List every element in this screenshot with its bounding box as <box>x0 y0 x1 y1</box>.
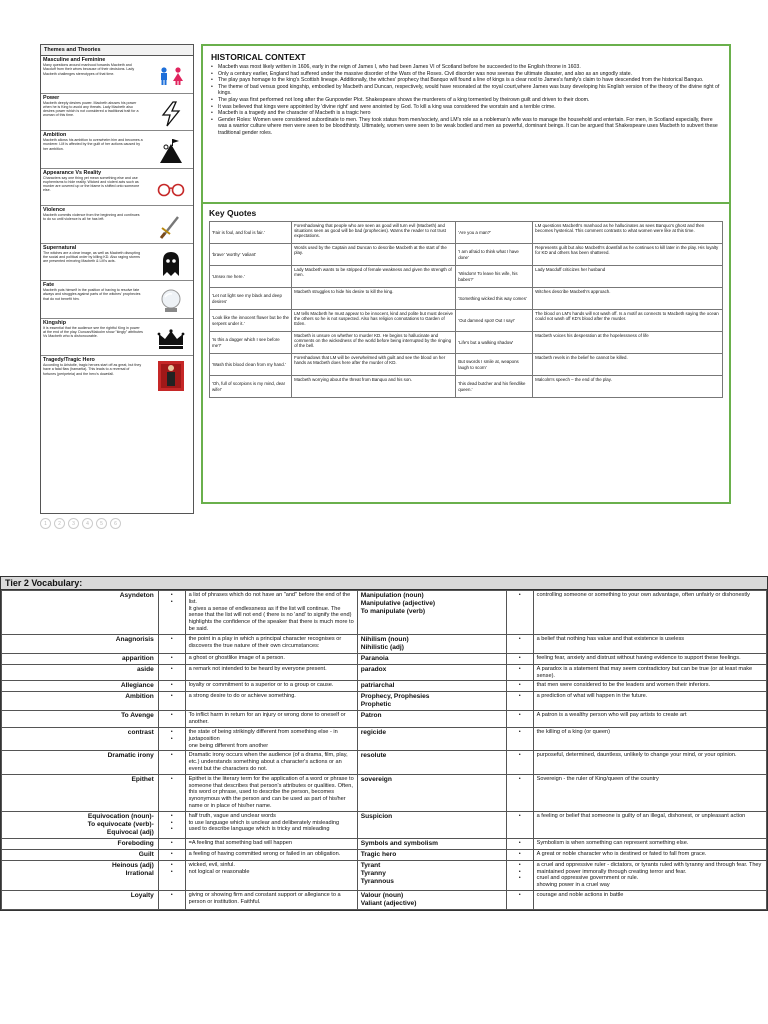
vocab-term <box>2 664 159 681</box>
quote-context-cell: Words used by the Captain and Duncan to describe Macbeth at the start of the play. <box>292 244 456 266</box>
vocab-term <box>2 860 159 890</box>
vocab-term-line: Ambition <box>125 693 154 701</box>
historical-context-list <box>211 64 721 137</box>
quote-context-cell: Macbeth worrying about the threat from Banquo and his son. <box>292 376 456 398</box>
page-dot[interactable]: 2 <box>54 518 65 529</box>
quote-context-cell: Foreshadows that LM will be overwhelmed with guilt and see the blood on her hands as Macbeth does here after the murder of KD. <box>292 354 456 376</box>
vocab-definition-line: the state of being strikingly different from something else - in juxtaposition <box>188 728 338 742</box>
quote-row <box>210 310 723 332</box>
quote-context-cell: LM questions Macbeth's manhood as he hallucinates as sees Banquo's ghost and then becomes hysterical. This comment contrasts to what women were like at this time. <box>533 222 723 244</box>
vocab-row <box>2 634 767 653</box>
vocab-term <box>2 653 159 664</box>
bullet-cell: • <box>506 838 533 849</box>
vocab-term-line: To manipulate (verb) <box>360 608 426 615</box>
vocab-term-line: Nihilism (noun) <box>360 635 409 643</box>
bullet-cell: • <box>506 774 533 811</box>
quote-context-cell: Lady Macduff criticizes her husband <box>533 266 723 288</box>
bullet-cell: • <box>506 890 533 909</box>
vocab-definition-line: cruel and oppressive government or rule. <box>536 875 639 882</box>
context-bullet: • Gender Roles: Women were considered subordinate to men. They took status from men/society, and LM's role as a nobleman's wife was to manage the household and entertain. For men, in Scotland especially, there was a warrior culture where men were seen to be bloodthirsty. Ultimately, women were seen to be weak bodied and men as powerful, dominant beings. It can be argued that Shakespeare uses Macbeth to subvert these traditional gender roles. <box>211 117 721 137</box>
vocab-term-line: sovereign <box>360 775 392 783</box>
vocab-term-line: Patron <box>360 712 382 720</box>
vocab-definition-line: To inflict harm in return for an injury or wrong done to oneself or another. <box>188 712 346 726</box>
quote-cell: 'Let not light see my black and deep desires' <box>210 288 292 310</box>
theme-item <box>41 244 193 282</box>
vocab-definition-line: a list of phrases which do not have an "and" before the end of the list. <box>188 592 351 605</box>
vocab-definition <box>185 849 357 860</box>
vocab-definition-line: a strong desire to do or achieve something. <box>188 693 296 700</box>
vocab-term-line: aside <box>136 665 154 673</box>
vocab-definition <box>533 751 766 774</box>
quote-context-cell: Malcolm's speech – the end of the play. <box>533 376 723 398</box>
vocab-term-line: Symbols and symbolism <box>360 839 439 847</box>
bullet-cell: • <box>158 774 185 811</box>
crystal-ball-icon <box>153 287 189 315</box>
vocab-definition <box>533 860 766 890</box>
theme-item <box>41 356 193 400</box>
vocabulary-table <box>1 590 767 910</box>
vocab-definition-line: feeling fear, anxiety and distrust without having evidence to support these feelings. <box>536 654 741 661</box>
vocab-term <box>2 849 159 860</box>
context-bullet: • Only a century earlier, England had suffered under the massive disorder of the Wars of the Roses. Civil disorder was now seenas the ultimate disaster, and also as an ungodly state. <box>211 71 721 78</box>
vocab-term <box>357 890 506 909</box>
vocab-definition-line: a cruel and oppressive ruler - dictators, or tyrants ruled with tyranny and through fear. They maintained power immorally through creating terror and fear. <box>536 861 762 875</box>
vocab-term-line: patriarchal <box>360 682 395 690</box>
vocab-definition-line: A paradox is a statement that may seem contradictory but can be true (or at least make sense). <box>536 665 753 679</box>
vocab-definition <box>185 860 357 890</box>
vocab-definition <box>533 711 766 728</box>
bullet-cell: • <box>158 634 185 653</box>
vocab-term <box>357 634 506 653</box>
page-dot[interactable]: 6 <box>110 518 121 529</box>
vocab-definition-line: half truth, vague and unclear words <box>188 812 276 819</box>
context-bullet: • The theme of bad versus good kingship, embodied by Macbeth and Duncan, respectively, would have resonated at the royal court,where James was busy developing his English version of the theory of the divine right of kings. <box>211 84 721 97</box>
bullet-cell: • <box>158 751 185 774</box>
vocab-term-line: Asyndeton <box>119 592 154 599</box>
quote-context-cell: Foreshadowing that people who are seen as good will turn evil (Macbeth) and situations seen as good will be bad (prophecies). Warns the reader to not trust expectations. <box>292 222 456 244</box>
quote-context-cell: Lady Macbeth wants to be stripped of female weakness and given the strength of men. <box>292 266 456 288</box>
quote-context-cell: Represents guilt but also Macbeth's downfall as he continues to kill later in the play. His loyalty for KD and others has been shattered. <box>533 244 723 266</box>
vocab-definition <box>533 692 766 711</box>
vocab-term <box>2 711 159 728</box>
vocab-definition-line: a belief that nothing has value and that existence is useless <box>536 635 685 642</box>
page-dot[interactable]: 4 <box>82 518 93 529</box>
vocab-term <box>357 692 506 711</box>
vocab-term-line: Valour (noun) <box>360 891 404 899</box>
vocab-definition-line: the point in a play in which a principal character recognises or discovers the true nature of their own circumstances: <box>188 635 342 649</box>
quote-cell: 'I am afraid to think what I have done' <box>456 244 533 266</box>
vocab-definition-line: showing power in a cruel way <box>536 882 610 889</box>
dagger-icon <box>153 212 189 240</box>
quote-cell: 'brave' 'worthy' 'valiant' <box>210 244 292 266</box>
quote-cell: 'Out damned spot! Out I say!' <box>456 310 533 332</box>
theme-title: Fate <box>43 282 55 288</box>
vocab-term <box>357 838 506 849</box>
cape-figure-icon <box>153 362 189 390</box>
bullet-cell: • • <box>158 591 185 635</box>
vocab-definition <box>533 849 766 860</box>
vocab-row <box>2 860 767 890</box>
bullet-cell: • <box>506 711 533 728</box>
vocab-definition <box>185 811 357 838</box>
vocab-term-line: Anagnorisis <box>115 635 154 643</box>
vocab-definition <box>533 890 766 909</box>
vocab-definition-line: a prediction of what will happen in the future. <box>536 693 648 700</box>
vocab-term <box>357 849 506 860</box>
vocab-term <box>357 653 506 664</box>
bullet-cell: • • <box>158 727 185 750</box>
vocab-definition-line: to use language which is unclear and deliberately misleading <box>188 819 340 826</box>
historical-context-title: HISTORICAL CONTEXT <box>211 52 306 62</box>
quote-context-cell: Macbeth voices his desperation at the hopelessness of life <box>533 332 723 354</box>
vocab-term-line: paradox <box>360 665 387 673</box>
theme-title: Supernatural <box>43 244 77 251</box>
vocab-row <box>2 692 767 711</box>
vocab-term-line: Tyrant <box>360 861 381 869</box>
quote-cell: 'Unsex me here.' <box>210 266 292 288</box>
vocab-term <box>357 860 506 890</box>
vocab-definition-line: a feeling of having committed wrong or failed in an obligation. <box>188 850 341 857</box>
vocab-term <box>2 838 159 849</box>
theme-title: Tragedy/Tragic Hero <box>43 357 95 363</box>
vocabulary-panel <box>0 576 768 911</box>
quote-context-cell: Macbeth revels in the belief he cannot be killed. <box>533 354 723 376</box>
quote-cell: 'Oh, full of scorpions is my mind, dear wife!' <box>210 376 292 398</box>
quote-cell: 'Wash this blood clean from my hand.' <box>210 354 292 376</box>
vocab-row <box>2 653 767 664</box>
vocab-definition <box>185 711 357 728</box>
theme-title: Kingship <box>43 319 67 326</box>
vocab-term-line: Prophetic <box>360 701 392 709</box>
vocab-term <box>2 692 159 711</box>
vocab-term <box>357 774 506 811</box>
theme-item <box>41 319 193 357</box>
vocab-term-line: Irrational <box>125 869 154 877</box>
context-bullet: • It was believed that kings were appointed by 'divine right' and were anointed by God. To kill a king was considered the worstsin and a terrible crime. <box>211 104 721 111</box>
vocab-term <box>2 681 159 692</box>
page-dot[interactable]: 5 <box>96 518 107 529</box>
vocab-definition <box>533 653 766 664</box>
theme-description: Characters say one thing yet mean something else and use euphemisms to hide reality. Wicked and violent acts such as murder are covered up or the blame is shifted onto someone else. <box>43 175 140 193</box>
vocab-row <box>2 664 767 681</box>
theme-list <box>41 56 193 400</box>
key-quotes-panel <box>201 202 731 504</box>
vocab-term <box>357 751 506 774</box>
bullet-cell: • <box>506 692 533 711</box>
crown-icon <box>153 325 189 353</box>
vocab-row <box>2 890 767 909</box>
bullet-cell: • <box>158 890 185 909</box>
vocab-term-line: Suspicion <box>360 812 393 820</box>
bullet-cell: • <box>506 591 533 635</box>
glasses-icon <box>153 175 189 203</box>
theme-item <box>41 281 193 319</box>
theme-title: Masculine and Feminine <box>43 57 106 63</box>
bullet-cell: • <box>506 751 533 774</box>
vocab-term-line: Manipulation (noun) <box>360 592 424 599</box>
vocab-definition <box>185 727 357 750</box>
vocab-definition-line: A great or noble character who is destined or fated to fall from grace. <box>536 850 707 857</box>
bullet-cell: • <box>158 849 185 860</box>
vocab-term <box>2 727 159 750</box>
page-dot[interactable]: 3 <box>68 518 79 529</box>
vocab-term <box>2 751 159 774</box>
theme-title: Ambition <box>43 132 67 138</box>
vocab-term <box>357 681 506 692</box>
vocab-definition-line: It gives a sense of endlessness as if the list will continue. The sense that the list will not end ( there is no 'and' to signify the end) highlights the confidence of the speaker that there is much more to be said. <box>188 605 354 632</box>
vocab-term-line: Allegiance <box>120 682 154 690</box>
vocab-term-line: contrast <box>127 728 154 736</box>
vocab-definition-line: wicked, evil, sinful. <box>188 861 235 868</box>
context-bullet: • The play pays homage to the king's Scottish lineage. Additionally, the witches' prophecy that Banquo will found a line of kings is a clear nod to James's family's claim to have descended from the historical Banquo. <box>211 77 721 84</box>
vocab-definition <box>533 774 766 811</box>
bullet-cell: • • • <box>506 860 533 890</box>
vocab-definition-line: A patron is a wealthy person who will pay artists to create art <box>536 712 687 719</box>
vocab-definition <box>185 591 357 635</box>
vocab-definition <box>533 681 766 692</box>
bullet-cell: • <box>506 727 533 750</box>
vocab-definition-line: =A feeling that something bad will happen <box>188 839 292 846</box>
theme-description: Macbeth allows his ambition to overwhelm him and becomes a murderer. LM is affected by the guilt of her actions caused by her ambition. <box>43 138 143 151</box>
vocab-definition-line: a ghost or ghostlike image of a person. <box>188 654 285 661</box>
theme-title: Power <box>43 94 60 101</box>
quote-cell: 'Something wicked this way comes' <box>456 288 533 310</box>
pagination <box>40 518 121 529</box>
vocab-definition <box>185 838 357 849</box>
vocab-term-line: Guilt <box>138 850 154 858</box>
vocab-definition-line: giving or showing firm and constant support or allegiance to a person or institution. Faithful. <box>188 891 341 905</box>
vocab-term-line: regicide <box>360 728 386 736</box>
theme-description: Macbeth deeply desires power. Macbeth abuses his power when he is King to avoid any threats. Lady Macbeth also desires power which is not considered a traditional trait for a woman of this time. <box>43 100 139 118</box>
vocab-definition <box>533 727 766 750</box>
vocab-definition-line: that men were considered to be the leaders and women their inferiors. <box>536 682 711 689</box>
climber-icon <box>153 137 189 165</box>
bullet-cell: • <box>506 634 533 653</box>
vocab-term-line: To equivocate (verb)- <box>87 820 154 828</box>
theme-item <box>41 131 193 169</box>
vocab-term-line: Equivocal (adj) <box>106 828 154 836</box>
vocab-definition-line: courage and noble actions in battle <box>536 891 624 898</box>
vocab-term <box>2 811 159 838</box>
quote-row <box>210 354 723 376</box>
vocab-term-line: Nihilistic (adj) <box>360 643 404 651</box>
vocab-definition-line: Symbolism is when something can represent something else. <box>536 839 689 846</box>
theme-item <box>41 169 193 207</box>
quote-context-cell: Witches describe Macbeth's approach. <box>533 288 723 310</box>
quote-row <box>210 222 723 244</box>
vocab-term <box>2 890 159 909</box>
theme-title: Violence <box>43 207 66 213</box>
bullet-cell: • <box>158 664 185 681</box>
vocab-definition-line: loyalty or commitment to a superior or to a group or cause. <box>188 682 334 689</box>
bullet-cell: • <box>158 838 185 849</box>
vocab-row <box>2 727 767 750</box>
vocab-term-line: apparition <box>121 654 154 662</box>
vocab-definition-line: Epithet is the literary term for the application of a word or phrase to someone that describes that person's attributes or qualities. Often, this word or phrase, used to describe the person, becomes synonymous with the person and can be used as part of his/her name or in place of his/her name. <box>188 775 354 809</box>
vocab-term-line: Prophecy, Prophesies <box>360 693 430 701</box>
bullet-cell: • <box>506 811 533 838</box>
vocab-definition-line: Sovereign - the ruler of King/queen of the country <box>536 775 659 782</box>
quote-context-cell: LM tells Macbeth he must appear to be innocent, kind and polite but must deceive the others so he is not suspected. Also has religion connotations to Garden of Eden. <box>292 310 456 332</box>
lightning-icon <box>153 100 189 128</box>
vocab-definition-line: a remark not intended to be heard by everyone present. <box>188 665 327 672</box>
vocab-definition-line: not logical or reasonable <box>188 868 250 875</box>
bullet-cell: • <box>506 849 533 860</box>
bullet-cell: • <box>158 711 185 728</box>
context-bullet: • Macbeth is a tragedy and the character of Macbeth is a tragic hero <box>211 110 721 117</box>
vocab-definition-line: the killing of a king (or queen) <box>536 728 611 735</box>
gender-icon <box>153 62 189 90</box>
vocab-row <box>2 838 767 849</box>
vocab-definition <box>185 664 357 681</box>
theme-item <box>41 94 193 132</box>
vocab-term <box>2 634 159 653</box>
vocab-term <box>357 664 506 681</box>
vocab-term-line: Manipulative (adjective) <box>360 600 436 607</box>
vocab-definition-line: controlling someone or something to your own advantage, often unfairly or dishonestly <box>536 592 750 598</box>
vocab-term-line: Dramatic irony <box>107 752 154 760</box>
quote-cell: 'Look like the innocent flower but be the serpent under it.' <box>210 310 292 332</box>
vocab-definition <box>185 692 357 711</box>
page-dot[interactable]: 1 <box>40 518 51 529</box>
vocab-term-line: Tragic hero <box>360 850 397 858</box>
quote-context-cell: The blood on LM's hands will not wash off. Is a motif as connects to Macbeth saying the ocean could not wash off KD's blood after the murder. <box>533 310 723 332</box>
quote-context-cell: Macbeth struggles to hide his desire to kill the king. <box>292 288 456 310</box>
vocab-definition <box>533 811 766 838</box>
quote-row <box>210 332 723 354</box>
vocab-term-line: Tyrannous <box>360 877 394 885</box>
quote-cell: 'Wisdom! To leave his wife, his babes?' <box>456 266 533 288</box>
vocab-term <box>357 727 506 750</box>
vocab-term <box>357 711 506 728</box>
theme-description: Macbeth commits violence from the beginning and continues to do so until violence is all he has left. <box>43 213 140 222</box>
quote-cell: But swords I smile at, weapons laugh to scorn' <box>456 354 533 376</box>
vocab-term-line: Tyranny <box>360 869 386 877</box>
vocab-row <box>2 849 767 860</box>
themes-panel <box>40 44 194 514</box>
vocab-row <box>2 811 767 838</box>
historical-context-panel <box>201 44 731 204</box>
context-bullet: • The play was first performed not long after the Gunpowder Plot. Shakespeare shows the murderers of a king tormented by theirown guilt and driven to their doom. <box>211 97 721 104</box>
key-quotes-table <box>209 221 723 398</box>
vocab-row <box>2 751 767 774</box>
quote-row <box>210 288 723 310</box>
vocab-term <box>357 591 506 635</box>
theme-description: It is essential that the audience see the rightful King in power at the end of the play. Duncan/Malcolm show "kingly" attributes Vs Macbeth who is dishonourable. <box>43 325 143 339</box>
context-bullet: • Macbeth was most likely written in 1606, early in the reign of James I, who had been James VI of Scotland before he succeeded to the English throne in 1603. <box>211 64 721 71</box>
theme-description: According to Aristotle, tragic heroes start off as great, but they have a fatal flaw (hamartia). This leads to a reversal of fortunes (peripeteia) and the hero's downfall. <box>43 363 142 376</box>
bullet-cell: • <box>506 681 533 692</box>
vocab-term-line: To Avenge <box>121 712 154 720</box>
vocab-definition <box>185 890 357 909</box>
vocab-definition <box>533 664 766 681</box>
vocab-term <box>357 811 506 838</box>
theme-item <box>41 56 193 94</box>
vocab-row <box>2 711 767 728</box>
bullet-cell: • <box>158 681 185 692</box>
vocab-term-line: resolute <box>360 752 387 760</box>
theme-item <box>41 206 193 244</box>
vocab-term-line: Epithet <box>131 775 154 783</box>
bullet-cell: • <box>506 664 533 681</box>
bullet-cell: • <box>158 653 185 664</box>
quote-row <box>210 244 723 266</box>
theme-description: Macbeth puts himself in the position of having to resolve fate always and struggles against parts of the witches' prophecies that do not benefit him. <box>43 288 141 301</box>
vocab-definition <box>533 634 766 653</box>
bullet-cell: • <box>506 653 533 664</box>
vocab-row <box>2 774 767 811</box>
vocab-definition-line: used to describe language which is tricky and misleading <box>188 826 330 833</box>
vocab-definition <box>185 634 357 653</box>
theme-description: Many questions around manhood towards Macbeth and Macduff from their wives because of their decisions. Lady Macbeth challenges stereotypes of that time. <box>43 63 135 76</box>
vocab-term <box>2 774 159 811</box>
vocab-term-line: Paranoia <box>360 654 389 662</box>
vocab-definition <box>185 774 357 811</box>
quote-row <box>210 376 723 398</box>
vocab-term <box>2 591 159 635</box>
vocab-term-line: Foreboding <box>117 839 154 847</box>
vocab-definition <box>533 838 766 849</box>
ghost-icon <box>153 250 189 278</box>
vocab-definition <box>185 681 357 692</box>
quote-row <box>210 266 723 288</box>
quote-cell: 'Life's but a walking shadow' <box>456 332 533 354</box>
vocab-term-line: Valiant (adjective) <box>360 899 417 907</box>
vocab-definition-line: a feeling or belief that someone is guilty of an illegal, dishonest, or unpleasant action <box>536 812 746 819</box>
vocab-definition-line: purposeful, determined, dauntless, unlikely to change your mind, or your opinion. <box>536 752 737 759</box>
vocab-definition <box>185 751 357 774</box>
key-quotes-title: Key Quotes <box>209 208 257 218</box>
theme-description: The witches are a clear image, as well as Macbeth disrupting the social and political order by killing KD. Also raging storms are presented mirroring Macbeth & LM's acts. <box>43 250 141 264</box>
vocab-row <box>2 681 767 692</box>
quote-cell: 'Fair is foul, and foul is fair.' <box>210 222 292 244</box>
vocab-definition-line: one being different from another <box>188 742 269 749</box>
vocab-definition <box>533 591 766 635</box>
revision-organiser <box>36 40 736 550</box>
vocab-row <box>2 591 767 635</box>
vocab-term-line: Loyalty <box>130 891 154 899</box>
quote-context-cell: Macbeth is unsure on whether to murder KD. He begins to hallucinate and comments on the wickedness of the world before being interrupted by the ringing of the bell. <box>292 332 456 354</box>
themes-header: Themes and Theories <box>41 45 193 56</box>
quote-cell: 'this dead butcher and his fiendlike queen.' <box>456 376 533 398</box>
vocab-definition <box>185 653 357 664</box>
quote-cell: 'Is this a dagger which I see before me?' <box>210 332 292 354</box>
bullet-cell: • • • <box>158 811 185 838</box>
bullet-cell: • • <box>158 860 185 890</box>
theme-title: Appearance Vs Reality <box>43 169 102 176</box>
quote-cell: 'Are you a man?' <box>456 222 533 244</box>
vocab-term-line: Heinous (adj) <box>112 861 154 869</box>
vocab-definition-line: Dramatic irony occurs when the audience (of a drama, film, play, etc.) understands something about a character's actions or an event but the characters do not. <box>188 752 348 772</box>
vocab-term-line: Equivocation (noun)- <box>87 812 154 820</box>
bullet-cell: • <box>158 692 185 711</box>
vocabulary-header: Tier 2 Vocabulary: <box>1 577 767 590</box>
